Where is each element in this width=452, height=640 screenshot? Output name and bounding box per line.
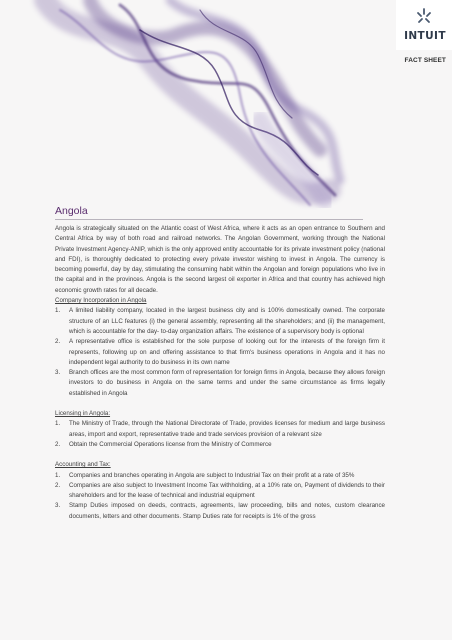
list-text: Companies are also subject to Investment Income Tax withholding, at a 10% rate on, Payment of dividends to their shareholders and for the lease of technical and industrial equipment bbox=[69, 481, 385, 500]
list-item bbox=[55, 440, 385, 450]
list-number: 1. bbox=[55, 420, 61, 428]
section-heading-incorporation: Company Incorporation in Angola bbox=[55, 297, 147, 305]
fact-sheet-label: FACT SHEET bbox=[404, 57, 446, 64]
list-number: 2. bbox=[55, 338, 61, 346]
title-divider bbox=[55, 219, 363, 220]
list-text: Obtain the Commercial Operations license from the Ministry of Commerce bbox=[69, 440, 272, 448]
list-item bbox=[55, 471, 385, 481]
list-item bbox=[55, 337, 385, 368]
list-text: A representative office is established for the sole purpose of looking out for the interests of the foreign firm it represents, following up on and offering assistance to that firm's business operations in Angola and it has no independent legal authority to do business in its own name bbox=[69, 338, 385, 366]
smoke-banner-image bbox=[0, 0, 452, 210]
section-heading-licensing: Licensing in Angola: bbox=[55, 410, 111, 418]
list-text: Branch offices are the most common form of representation for foreign firms in Angola, because they allows foreign investors to do business in Angola on the same terms and under the same circumstance as firms legally established in Angola bbox=[69, 369, 385, 397]
list-text: Stamp Duties imposed on deeds, contracts, agreements, law proceeding, bills and notes, custom clearance documents, letters and other documents. Stamp Duties rate for receipts is 1% of the gross bbox=[69, 502, 385, 520]
list-item bbox=[55, 419, 385, 440]
list-text: The Ministry of Trade, through the National Directorate of Trade, provides licenses for medium and large business areas, import and export, representative trade and trade services provision of a relevant size bbox=[69, 420, 385, 438]
accounting-list bbox=[55, 471, 385, 522]
incorporation-list bbox=[55, 306, 385, 399]
logo-box bbox=[396, 0, 452, 50]
list-item bbox=[55, 501, 385, 522]
logo-wordmark: INTUIT bbox=[404, 30, 446, 42]
licensing-list bbox=[55, 419, 385, 450]
list-number: 2. bbox=[55, 440, 61, 448]
list-number: 3. bbox=[55, 502, 61, 510]
page-title: Angola bbox=[55, 205, 88, 217]
sunburst-icon bbox=[415, 7, 433, 29]
list-number: 2. bbox=[55, 481, 61, 489]
section-heading-accounting: Accounting and Tax: bbox=[55, 461, 111, 469]
list-number: 1. bbox=[55, 471, 61, 479]
list-number: 3. bbox=[55, 369, 61, 377]
list-item bbox=[55, 306, 385, 337]
list-text: Companies and branches operating in Angola are subject to Industrial Tax on their profit at a rate of 35% bbox=[69, 471, 355, 479]
list-number: 1. bbox=[55, 307, 61, 315]
list-item bbox=[55, 368, 385, 399]
document-body bbox=[55, 205, 385, 522]
intro-paragraph: Angola is strategically situated on the Atlantic coast of West Africa, where it acts as an open entrance to Southern and Central Africa by way of both road and railroad networks. The Angolan Government, working through the National Private Investment Agency-ANIP, which is the only approved entity accountable for its private investment policy (national and FDI), is thoroughly dedicated to protecting every private investor wishing to invest in Angola. The currency is becoming powerful, day by day, stimulating the consuming habit within the Angolan and foreign populations who live in the capital and in the provinces. Angola is the second largest oil exporter in Africa and that country has achieved high economic growth rates for all decade. bbox=[55, 225, 385, 294]
list-text: A limited liability company, located in the largest business city and is 100% domestically owned. The corporate structure of an LLC features (i) the general assembly, representing all the shareholders; and (ii) the management, which is accountable for the day- to-day organization affairs. The existence of a supervisory body is optional bbox=[69, 307, 385, 335]
list-item bbox=[55, 481, 385, 502]
